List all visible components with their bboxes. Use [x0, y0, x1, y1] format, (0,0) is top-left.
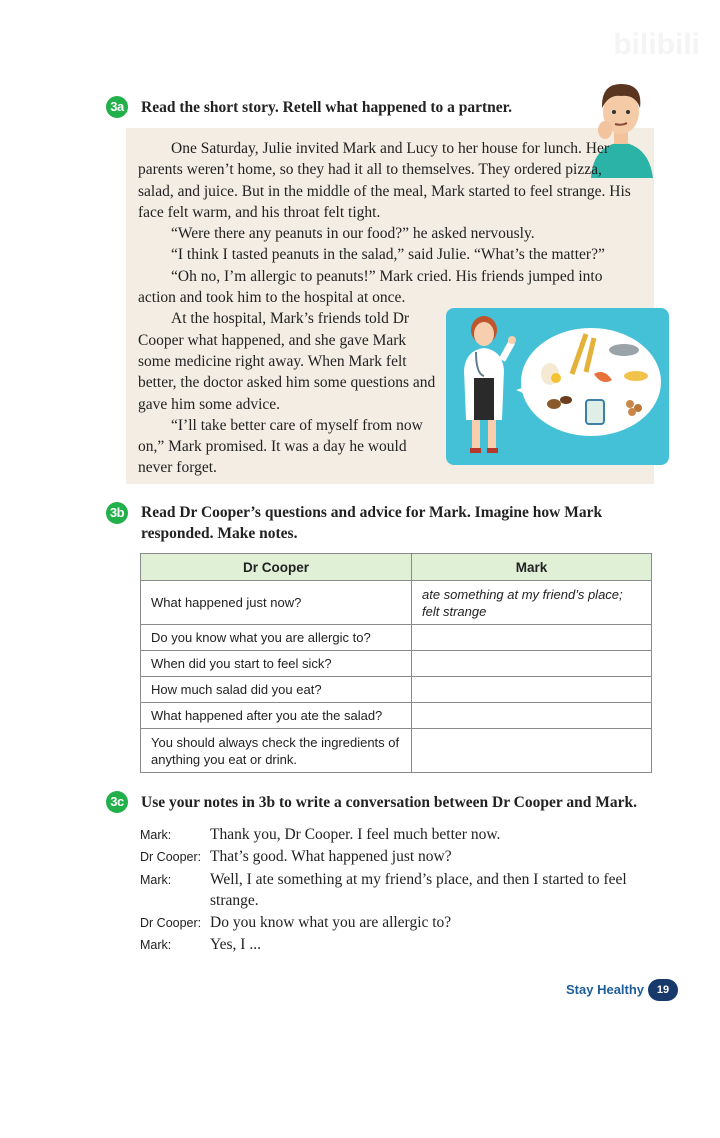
- dialogue: [140, 824, 660, 956]
- answer-cell[interactable]: [412, 677, 652, 703]
- answer-cell[interactable]: [412, 651, 652, 677]
- question-cell: What happened after you ate the salad?: [141, 703, 412, 729]
- dialogue-line: [140, 934, 660, 956]
- speaker-label: Mark:: [140, 828, 172, 842]
- section-3a-instruction: Read the short story. Retell what happened to a partner.: [141, 99, 512, 116]
- speaker-label: Mark:: [140, 938, 172, 953]
- story-paragraph: One Saturday, Julie invited Mark and Lucy to her house for lunch. Her parents weren’t home, so they had it all to themselves. They ordered pizza, salad, and juice. But in the middle of the meal, Mark started to feel strange. His face felt warm, and his throat felt tight.: [138, 140, 631, 221]
- story-paragraph: At the hospital, Mark’s friends told Dr Cooper what happened, and she gave Mark some medicine right away. When Mark felt better, the doctor asked him some questions and gave him some advice.: [138, 310, 436, 413]
- section-3c-badge: 3c: [106, 791, 128, 813]
- section-3a-badge: 3a: [106, 96, 128, 118]
- column-header-dr-cooper: Dr Cooper: [141, 554, 412, 581]
- dialogue-text: Well, I ate something at my friend’s place, and then I started to feel strange.: [210, 870, 627, 910]
- doctor-illustration-panel: [446, 308, 669, 465]
- section-3b-instruction-line-1: Read Dr Cooper’s questions and advice for Mark. Imagine how Mark: [141, 504, 603, 521]
- dialogue-line: [140, 846, 660, 868]
- dialogue-line: [140, 824, 660, 846]
- dialogue-text: Yes, I ...: [210, 936, 261, 954]
- dialogue-text: Do you know what you are allergic to?: [210, 913, 452, 931]
- dialogue-text: Thank you, Dr Cooper. I feel much better now.: [210, 826, 501, 843]
- notes-table: [140, 553, 652, 773]
- speaker-label: Dr Cooper:: [140, 915, 202, 930]
- section-3b-instruction-line-2: responded. Make notes.: [141, 525, 298, 542]
- speaker-label: Dr Cooper:: [140, 850, 202, 865]
- story-paragraph: “I think I tasted peanuts in the salad,” said Julie. “What’s the matter?”: [171, 246, 605, 264]
- question-cell: You should always check the ingredients of anything you eat or drink.: [141, 729, 412, 773]
- dialogue-line: [140, 869, 660, 912]
- question-cell: What happened just now?: [141, 581, 412, 625]
- watermark: bilibili: [613, 28, 700, 61]
- table-row: [141, 651, 652, 677]
- answer-cell[interactable]: ate something at my friend’s place; felt strange: [412, 581, 652, 625]
- question-cell: How much salad did you eat?: [141, 677, 412, 703]
- table-row: [141, 677, 652, 703]
- story-paragraph: “Were there any peanuts in our food?” he asked nervously.: [171, 225, 535, 243]
- page-number: 19: [648, 979, 678, 1001]
- doctor-and-allergens-illustration: [446, 308, 669, 465]
- section-3c-instruction: Use your notes in 3b to write a conversation between Dr Cooper and Mark.: [141, 794, 637, 811]
- answer-cell[interactable]: [412, 703, 652, 729]
- table-row: [141, 625, 652, 651]
- speaker-label: Mark:: [140, 872, 172, 887]
- question-cell: When did you start to feel sick?: [141, 651, 412, 677]
- dialogue-line: [140, 912, 660, 934]
- dialogue-text: That’s good. What happened just now?: [210, 848, 452, 866]
- section-3b-badge: 3b: [106, 502, 128, 524]
- answer-cell[interactable]: [412, 729, 652, 773]
- story-paragraph: “Oh no, I’m allergic to peanuts!” Mark cried. His friends jumped into action and took him to the hospital at once.: [138, 267, 603, 307]
- table-row: [141, 703, 652, 729]
- question-cell: Do you know what you are allergic to?: [141, 625, 412, 651]
- table-row: [141, 729, 652, 773]
- table-header-row: [141, 554, 652, 581]
- footer-unit-title: Stay Healthy: [566, 982, 645, 997]
- column-header-mark: Mark: [412, 554, 652, 581]
- table-row: [141, 581, 652, 625]
- story-paragraph: “I’ll take better care of myself from now on,” Mark promised. It was a day he would never forget.: [138, 416, 423, 477]
- answer-cell[interactable]: [412, 625, 652, 651]
